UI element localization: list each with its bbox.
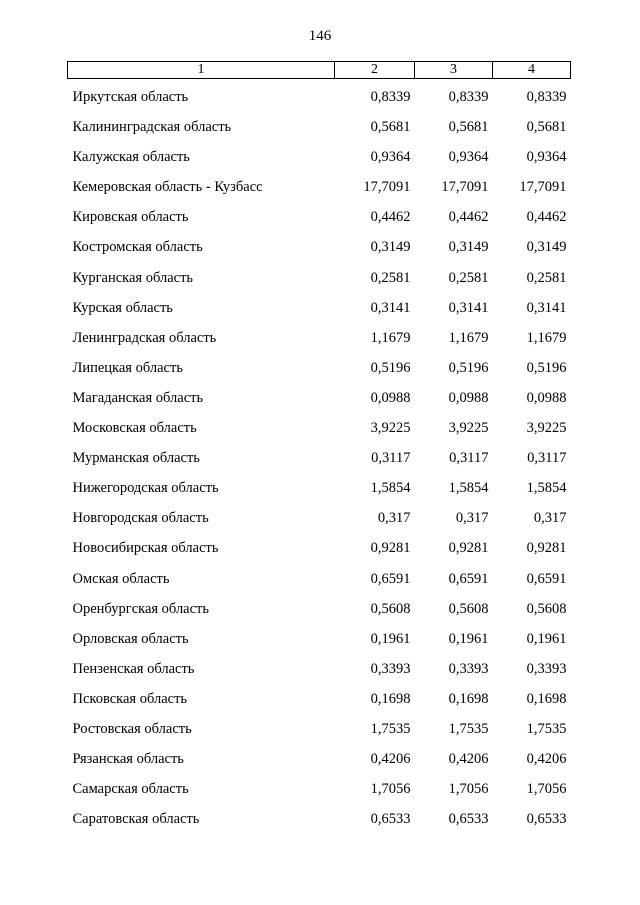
value-col-3: 0,9364 (448, 149, 489, 166)
region-name: Кировская область (72, 209, 189, 226)
region-name: Московская область (72, 420, 197, 437)
region-name: Липецкая область (72, 359, 183, 376)
value-col-3: 0,9281 (448, 540, 489, 557)
value-col-4: 0,2581 (526, 269, 567, 286)
table-row (68, 588, 571, 618)
value-col-3: 0,4206 (448, 751, 489, 768)
value-col-2: 0,4206 (370, 751, 411, 768)
value-col-3: 0,2581 (448, 269, 489, 286)
value-col-4: 0,3393 (526, 660, 567, 677)
value-col-3: 3,9225 (448, 420, 489, 437)
value-col-2: 3,9225 (370, 420, 411, 437)
region-name: Курская область (72, 299, 173, 316)
region-name: Самарская область (72, 781, 189, 798)
table-row (68, 467, 571, 497)
value-col-2: 0,6533 (370, 811, 411, 828)
coefficients-table (67, 61, 571, 828)
value-col-2: 0,5608 (370, 600, 411, 617)
table-row (68, 497, 571, 527)
value-col-3: 0,6533 (448, 811, 489, 828)
table-row (68, 708, 571, 738)
value-col-2: 0,0988 (370, 389, 411, 406)
value-col-3: 17,7091 (441, 179, 489, 196)
value-col-4: 0,4206 (526, 751, 567, 768)
value-col-4: 0,6591 (526, 570, 567, 587)
value-col-3: 0,4462 (448, 209, 489, 226)
value-col-2: 0,9364 (370, 149, 411, 166)
value-col-2: 0,6591 (370, 570, 411, 587)
region-name: Курганская область (72, 269, 194, 286)
value-col-2: 0,3149 (370, 239, 411, 256)
region-name: Саратовская область (72, 811, 200, 828)
table-row (68, 618, 571, 648)
value-col-4: 3,9225 (526, 420, 567, 437)
region-name: Нижегородская область (72, 480, 219, 497)
value-col-4: 0,5608 (526, 600, 567, 617)
table-header (68, 62, 571, 79)
value-col-4: 1,5854 (526, 480, 567, 497)
page-number: 146 (308, 28, 332, 44)
table-body (68, 79, 571, 829)
table-row (68, 407, 571, 437)
value-col-2: 0,5681 (370, 119, 411, 136)
value-col-2: 0,3393 (370, 660, 411, 677)
value-col-4: 1,1679 (526, 329, 567, 346)
value-col-4: 0,1961 (526, 630, 567, 647)
value-col-3: 0,1698 (448, 690, 489, 707)
region-name: Калужская область (72, 149, 190, 166)
value-col-4: 0,3141 (526, 299, 567, 316)
table-row (68, 527, 571, 557)
value-col-2: 0,9281 (370, 540, 411, 557)
value-col-3: 0,3117 (449, 450, 489, 467)
value-col-3: 0,6591 (448, 570, 489, 587)
value-col-4: 0,3117 (527, 450, 567, 467)
value-col-3: 1,5854 (448, 480, 489, 497)
region-name: Ленинградская область (72, 329, 217, 346)
table-row (68, 256, 571, 286)
table-row (68, 557, 571, 587)
table-row (68, 678, 571, 708)
value-col-4: 0,9364 (526, 149, 567, 166)
region-name: Рязанская область (72, 751, 184, 768)
value-col-3: 1,7535 (448, 720, 489, 737)
value-col-4: 0,8339 (526, 89, 567, 105)
value-col-3: 0,3149 (448, 239, 489, 256)
table-row (68, 317, 571, 347)
region-name: Новосибирская область (72, 540, 219, 557)
value-col-2: 17,7091 (363, 179, 411, 196)
header-col-3: 3 (415, 62, 493, 79)
table-row (68, 79, 571, 107)
region-name: Пензенская область (72, 660, 195, 677)
value-col-3: 0,8339 (448, 89, 489, 105)
value-col-4: 0,6533 (526, 811, 567, 828)
region-name: Омская область (72, 570, 170, 587)
value-col-2: 0,3141 (370, 299, 411, 316)
value-col-2: 0,317 (377, 510, 411, 527)
value-col-3: 1,1679 (448, 329, 489, 346)
value-col-2: 0,1698 (370, 690, 411, 707)
table-row (68, 768, 571, 798)
value-col-2: 0,3117 (371, 450, 411, 467)
region-name: Псковская область (72, 690, 188, 707)
value-col-2: 1,7535 (370, 720, 411, 737)
table-row (68, 437, 571, 467)
value-col-3: 0,5196 (448, 359, 489, 376)
region-name: Кемеровская область - Кузбасс (72, 179, 263, 196)
region-name: Костромская область (72, 239, 203, 256)
table-row (68, 798, 571, 828)
value-col-3: 0,5608 (448, 600, 489, 617)
region-name: Мурманская область (72, 450, 200, 467)
value-col-4: 1,7056 (526, 781, 567, 798)
value-col-3: 0,3141 (448, 299, 489, 316)
header-row (68, 62, 571, 79)
header-col-1: 1 (68, 62, 335, 79)
value-col-3: 0,3393 (448, 660, 489, 677)
table-row (68, 196, 571, 226)
table-row (68, 136, 571, 166)
table-row (68, 377, 571, 407)
region-name: Новгородская область (72, 510, 209, 527)
value-col-4: 0,9281 (526, 540, 567, 557)
region-name: Магаданская область (72, 389, 204, 406)
header-col-4: 4 (493, 62, 571, 79)
region-name: Оренбургская область (72, 600, 210, 617)
value-col-3: 0,0988 (448, 389, 489, 406)
value-col-4: 0,317 (533, 510, 567, 527)
header-col-2: 2 (335, 62, 415, 79)
value-col-3: 0,1961 (448, 630, 489, 647)
value-col-4: 0,5196 (526, 359, 567, 376)
value-col-3: 0,317 (455, 510, 489, 527)
value-col-2: 0,5196 (370, 359, 411, 376)
value-col-2: 0,8339 (370, 89, 411, 105)
table-row (68, 287, 571, 317)
value-col-4: 1,7535 (526, 720, 567, 737)
value-col-2: 0,2581 (370, 269, 411, 286)
region-name: Орловская область (72, 630, 189, 647)
value-col-4: 0,3149 (526, 239, 567, 256)
table-row (68, 738, 571, 768)
value-col-3: 1,7056 (448, 781, 489, 798)
table-row (68, 226, 571, 256)
value-col-2: 1,5854 (370, 480, 411, 497)
value-col-4: 0,0988 (526, 389, 567, 406)
table-row (68, 166, 571, 196)
value-col-4: 0,4462 (526, 209, 567, 226)
region-name: Ростовская область (72, 720, 192, 737)
region-name: Калининградская область (72, 119, 232, 136)
table-row (68, 347, 571, 377)
value-col-4: 0,5681 (526, 119, 567, 136)
value-col-4: 0,1698 (526, 690, 567, 707)
table-row (68, 106, 571, 136)
table-row (68, 648, 571, 678)
region-name: Иркутская область (72, 89, 189, 105)
value-col-4: 17,7091 (519, 179, 567, 196)
value-col-3: 0,5681 (448, 119, 489, 136)
value-col-2: 1,1679 (370, 329, 411, 346)
value-col-2: 1,7056 (370, 781, 411, 798)
value-col-2: 0,4462 (370, 209, 411, 226)
value-col-2: 0,1961 (370, 630, 411, 647)
